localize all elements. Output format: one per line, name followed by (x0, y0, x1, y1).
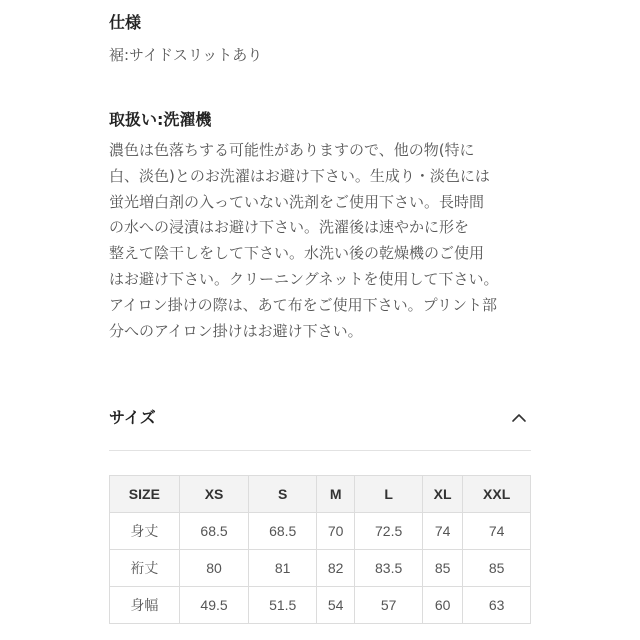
table-cell: 72.5 (355, 513, 423, 550)
table-cell: 60 (422, 587, 462, 624)
row-label: 身丈 (110, 513, 180, 550)
size-header-cell: XXL (463, 476, 531, 513)
table-cell: 85 (422, 550, 462, 587)
table-cell: 68.5 (179, 513, 249, 550)
size-table (109, 475, 531, 624)
size-header-cell: S (249, 476, 317, 513)
table-cell: 83.5 (355, 550, 423, 587)
table-cell: 74 (422, 513, 462, 550)
table-cell: 68.5 (249, 513, 317, 550)
spec-title: 仕様 (109, 13, 142, 32)
table-cell: 82 (317, 550, 355, 587)
table-cell: 85 (463, 550, 531, 587)
table-cell: 74 (463, 513, 531, 550)
size-header-cell: XS (179, 476, 249, 513)
table-cell: 80 (179, 550, 249, 587)
row-label: 裄丈 (110, 550, 180, 587)
table-row (110, 513, 531, 550)
table-cell: 57 (355, 587, 423, 624)
spec-text: 裾:サイドスリットあり (109, 46, 263, 64)
size-header-cell: SIZE (110, 476, 180, 513)
table-cell: 70 (317, 513, 355, 550)
table-cell: 49.5 (179, 587, 249, 624)
care-text: 濃色は色落ちする可能性がありますので、他の物(特に 白、淡色)とのお洗濯はお避け下さい。生成り・淡色には 蛍光増白剤の入っていない洗剤をご使用下さい。長時間 の水への浸漬はお避け下さい。洗濯後は速やかに形を 整えて陰干しをして下さい。水洗い後の乾燥機のご使用 はお避け下さい。クリーニングネットを使用して下さい。 アイロン掛けの際は、あて布をご使用下さい。プリント部 分へのアイロン掛けはお避け下さい。 (109, 141, 499, 340)
size-header-cell: L (355, 476, 423, 513)
table-row (110, 587, 531, 624)
table-cell: 54 (317, 587, 355, 624)
size-header-cell: XL (422, 476, 462, 513)
size-header-cell: M (317, 476, 355, 513)
size-title: サイズ (109, 408, 156, 427)
size-table-header-row (110, 476, 531, 513)
table-row (110, 550, 531, 587)
chevron-up-icon[interactable] (507, 406, 531, 430)
table-cell: 51.5 (249, 587, 317, 624)
care-title: 取扱い:洗濯機 (109, 110, 212, 129)
table-cell: 63 (463, 587, 531, 624)
size-section-header[interactable] (109, 400, 531, 451)
row-label: 身幅 (110, 587, 180, 624)
table-cell: 81 (249, 550, 317, 587)
